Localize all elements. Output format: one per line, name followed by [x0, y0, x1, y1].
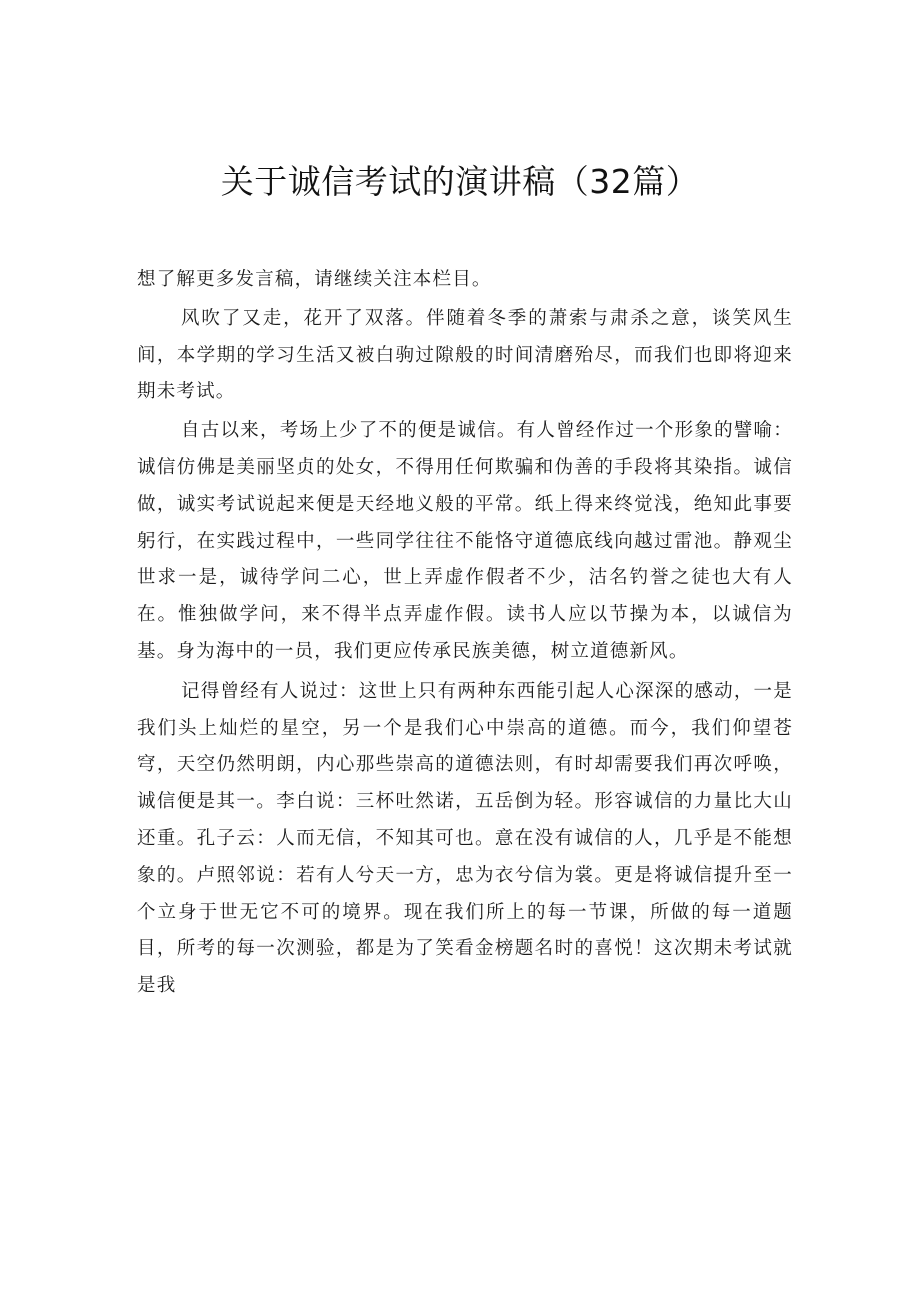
document-title: 关于诚信考试的演讲稿（32篇） [220, 162, 700, 201]
body-paragraph: 风吹了又走，花开了双落。伴随着冬季的萧索与肃杀之意，谈笑风生间，本学期的学习生活又被白驹过隙般的时间清磨殆尽，而我们也即将迎来期未考试。 [137, 307, 793, 403]
body-paragraph: 自古以来，考场上少了不的便是诚信。有人曾经作过一个形象的譬喻：诚信仿佛是美丽坚贞的处女，不得用任何欺骗和伪善的手段将其染指。诚信做，诚实考试说起来便是天经地义般的平常。纸上得来终觉浅，绝知此事要躬行，在实践过程中，一些同学往往不能恪守道德底线向越过雷池。静观尘世求一是，诚待学问二心，世上弄虚作假者不少，沽名钓誉之徒也大有人在。惟独做学问，来不得半点弄虚作假。读书人应以节操为本，以诚信为基。身为海中的一员，我们更应传承民族美德，树立道德新风。 [137, 420, 793, 662]
intro-paragraph: 想了解更多发言稿，请继续关注本栏目。 [137, 269, 492, 290]
body-paragraph: 记得曾经有人说过：这世上只有两种东西能引起人心深深的感动，一是我们头上灿烂的星空，另一个是我们心中崇高的道德。而今，我们仰望苍穹，天空仍然明朗，内心那些崇高的道德法则，有时却需要我们再次呼唤，诚信便是其一。李白说：三杯吐然诺，五岳倒为轻。形容诚信的力量比大山还重。孔子云：人而无信，不知其可也。意在没有诚信的人，几乎是不能想象的。卢照邻说：若有人兮天一方，忠为衣兮信为裳。更是将诚信提升至一个立身于世无它不可的境界。现在我们所上的每一节课，所做的每一道题目，所考的每一次测验，都是为了笑看金榜题名时的喜悦！这次期未考试就是我 [137, 680, 793, 997]
document-body [137, 262, 793, 1005]
